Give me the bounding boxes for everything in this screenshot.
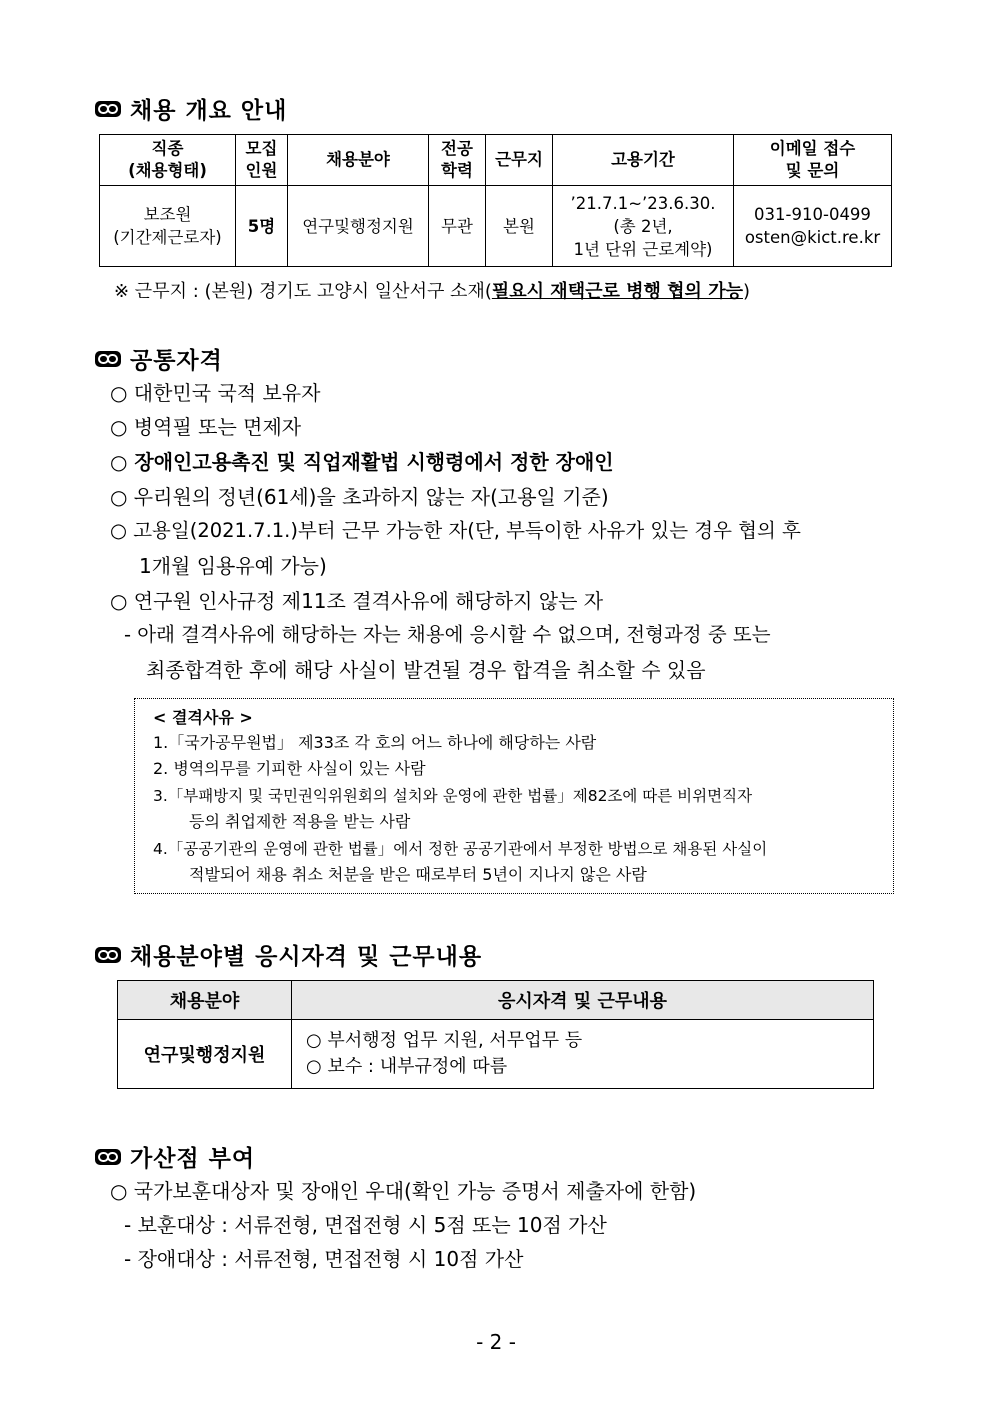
table-row <box>118 1020 874 1089</box>
cell-major: 무관 <box>429 186 486 267</box>
link-icon <box>94 945 122 965</box>
list-item: - 장애대상 : 서류전형, 면접전형 시 10점 가산 <box>124 1247 524 1271</box>
section-title-bonus-points: 가산점 부여 <box>94 1140 255 1173</box>
list-item: ○ 대한민국 국적 보유자 <box>110 381 321 405</box>
field-qualifications-table <box>117 980 874 1089</box>
header-field: 채용분야 <box>288 135 429 186</box>
list-item: - 보훈대상 : 서류전형, 면접전형 시 5점 또는 10점 가산 <box>124 1213 607 1237</box>
table-row <box>100 186 892 267</box>
cell-content: ○ 부서행정 업무 지원, 서무업무 등 ○ 보수 : 내부규정에 따름 <box>292 1020 874 1089</box>
list-item: ○ 장애인고용촉진 및 직업재활법 시행령에서 정한 장애인 <box>110 450 614 474</box>
cell-field: 연구및행정지원 <box>288 186 429 267</box>
header-job: 직종 (채용형태) <box>100 135 236 186</box>
page-number: - 2 - <box>476 1330 516 1354</box>
cell-period: ’21.7.1~’23.6.30. (총 2년, 1년 단위 근로계약) <box>553 186 734 267</box>
header-contact: 이메일 접수 및 문의 <box>734 135 892 186</box>
cell-location: 본원 <box>486 186 553 267</box>
box-line: 등의 취업제한 적용을 받는 사람 <box>189 812 411 831</box>
list-item: 최종합격한 후에 해당 사실이 발견될 경우 합격을 취소할 수 있음 <box>146 658 706 682</box>
box-line: 1.「국가공무원법」 제33조 각 호의 어느 하나에 해당하는 사람 <box>153 733 597 752</box>
list-item: ○ 고용일(2021.7.1.)부터 근무 가능한 자(단, 부득이한 사유가 있는 경우 협의 후 <box>110 519 801 542</box>
section-title-field-qualifications: 채용분야별 응시자격 및 근무내용 <box>94 938 482 971</box>
header-field: 채용분야 <box>118 981 292 1020</box>
cell-contact: 031-910-0499 osten@kict.re.kr <box>734 186 892 267</box>
box-title: < 결격사유 > <box>153 708 253 727</box>
list-item: ○ 국가보훈대상자 및 장애인 우대(확인 가능 증명서 제출자에 한함) <box>110 1179 697 1203</box>
link-icon <box>94 99 122 119</box>
workplace-note: ※ 근무지 : (본원) 경기도 고양시 일산서구 소재(필요시 재택근로 병행 협의 가능) <box>114 281 751 302</box>
header-count: 모집 인원 <box>236 135 288 186</box>
cell-field: 연구및행정지원 <box>118 1020 292 1089</box>
link-icon <box>94 1147 122 1167</box>
list-item: ○ 우리원의 정년(61세)을 초과하지 않는 자(고용일 기준) <box>110 485 609 509</box>
cell-count: 5명 <box>236 186 288 267</box>
disqualification-box <box>134 698 894 894</box>
section-title-common-qualifications: 공통자격 <box>94 342 223 375</box>
list-item: ○ 연구원 인사규정 제11조 결격사유에 해당하지 않는 자 <box>110 589 604 613</box>
header-period: 고용기간 <box>553 135 734 186</box>
link-icon <box>94 349 122 369</box>
box-line: 적발되어 채용 취소 처분을 받은 때로부터 5년이 지나지 않은 사람 <box>189 865 647 884</box>
header-location: 근무지 <box>486 135 553 186</box>
box-line: 2. 병역의무를 기피한 사실이 있는 사람 <box>153 759 426 778</box>
box-line: 3.「부패방지 및 국민권익위원회의 설치와 운영에 관한 법률」제82조에 따른 비위면직자 <box>153 787 753 805</box>
list-item: 1개월 임용유예 가능) <box>139 554 327 578</box>
list-item: - 아래 결격사유에 해당하는 자는 채용에 응시할 수 없으며, 전형과정 중 또는 <box>124 623 771 646</box>
header-major: 전공 학력 <box>429 135 486 186</box>
box-line: 4.「공공기관의 운영에 관한 법률」에서 정한 공공기관에서 부정한 방법으로 채용된 사실이 <box>153 840 768 858</box>
header-content: 응시자격 및 근무내용 <box>292 981 874 1020</box>
list-item: ○ 병역필 또는 면제자 <box>110 415 302 439</box>
cell-job: 보조원 (기간제근로자) <box>100 186 236 267</box>
section-title-overview: 채용 개요 안내 <box>94 92 287 125</box>
recruitment-overview-table <box>99 134 892 267</box>
